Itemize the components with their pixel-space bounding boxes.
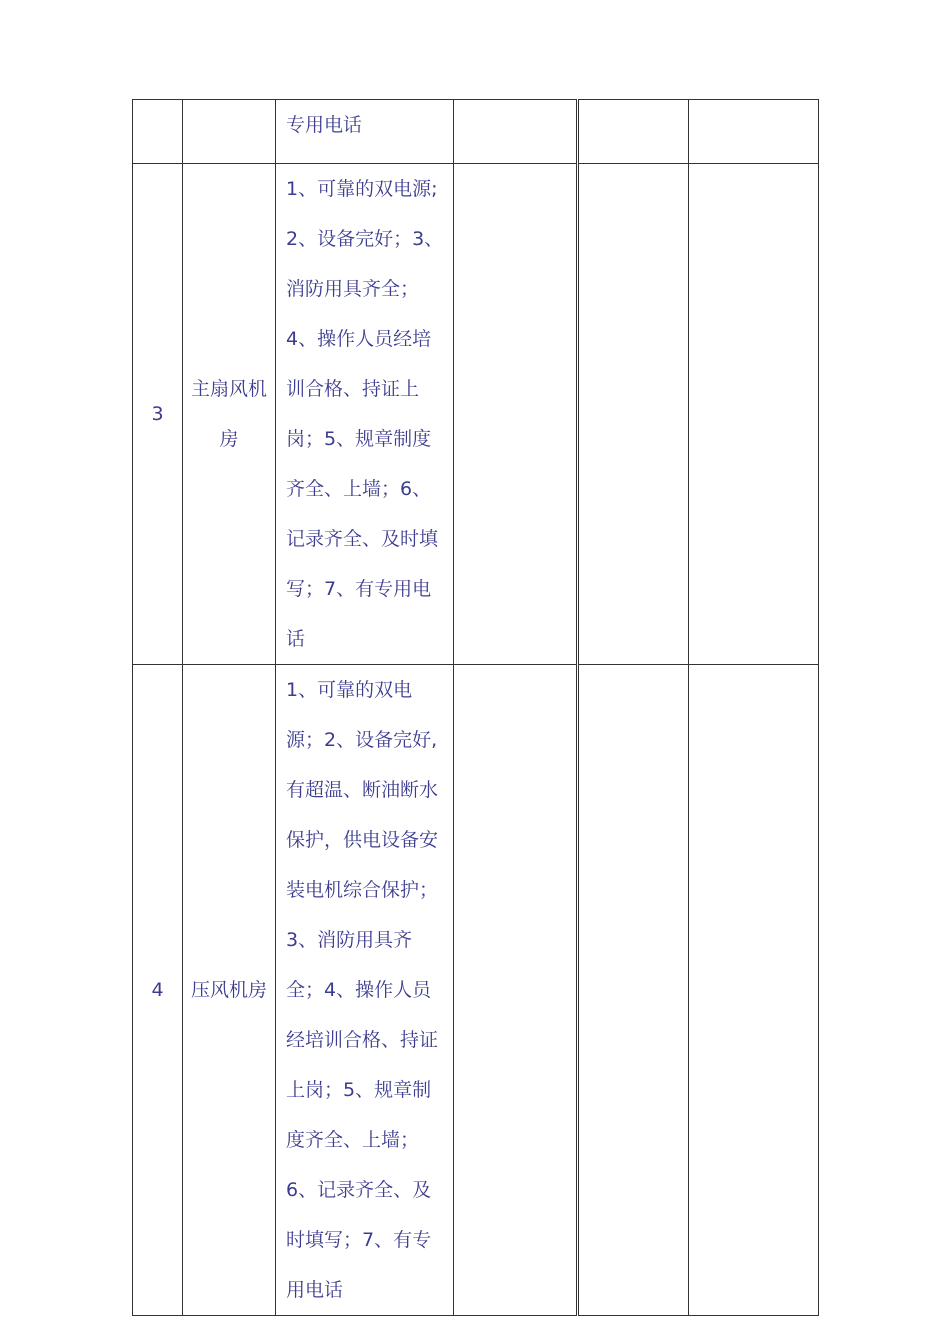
- row-number-cell: [133, 100, 183, 164]
- table-row: [133, 100, 819, 164]
- requirement-cell: [276, 164, 454, 665]
- empty-cell: [689, 164, 819, 665]
- empty-cell: [454, 665, 578, 1316]
- empty-cell: [689, 100, 819, 164]
- row-number-cell: [133, 164, 183, 665]
- requirement-text: 专用电话: [286, 114, 363, 136]
- requirement-text: 1、可靠的双电源;2、设备完好；3、消防用具齐全；4、操作人员经培训合格、持证上岗；5、规章制度齐全、上墙；6、记录齐全、及时填写；7、有专用电话: [286, 178, 444, 650]
- table-row: [133, 665, 819, 1316]
- empty-cell: [454, 164, 578, 665]
- row-number: 4: [151, 979, 164, 1001]
- row-number: 3: [151, 403, 164, 425]
- requirement-text: 1、可靠的双电源；2、设备完好,有超温、断油断水保护，供电设备安装电机综合保护；3、消防用具齐全；4、操作人员经培训合格、持证上岗；5、规章制度齐全、上墙；6、记录齐全、及时填写；7、有专用电话: [286, 679, 439, 1301]
- place-cell: [183, 164, 276, 665]
- place-cell: [183, 100, 276, 164]
- table-row: [133, 164, 819, 665]
- empty-cell: [689, 665, 819, 1316]
- empty-cell: [578, 665, 689, 1316]
- empty-cell: [454, 100, 578, 164]
- requirement-cell: [276, 100, 454, 164]
- place-cell: [183, 665, 276, 1316]
- empty-cell: [578, 100, 689, 164]
- row-number-cell: [133, 665, 183, 1316]
- place-name: 主扇风机房: [190, 378, 267, 450]
- inspection-table: [132, 99, 819, 1316]
- requirement-cell: [276, 665, 454, 1316]
- empty-cell: [578, 164, 689, 665]
- place-name: 压风机房: [190, 979, 267, 1001]
